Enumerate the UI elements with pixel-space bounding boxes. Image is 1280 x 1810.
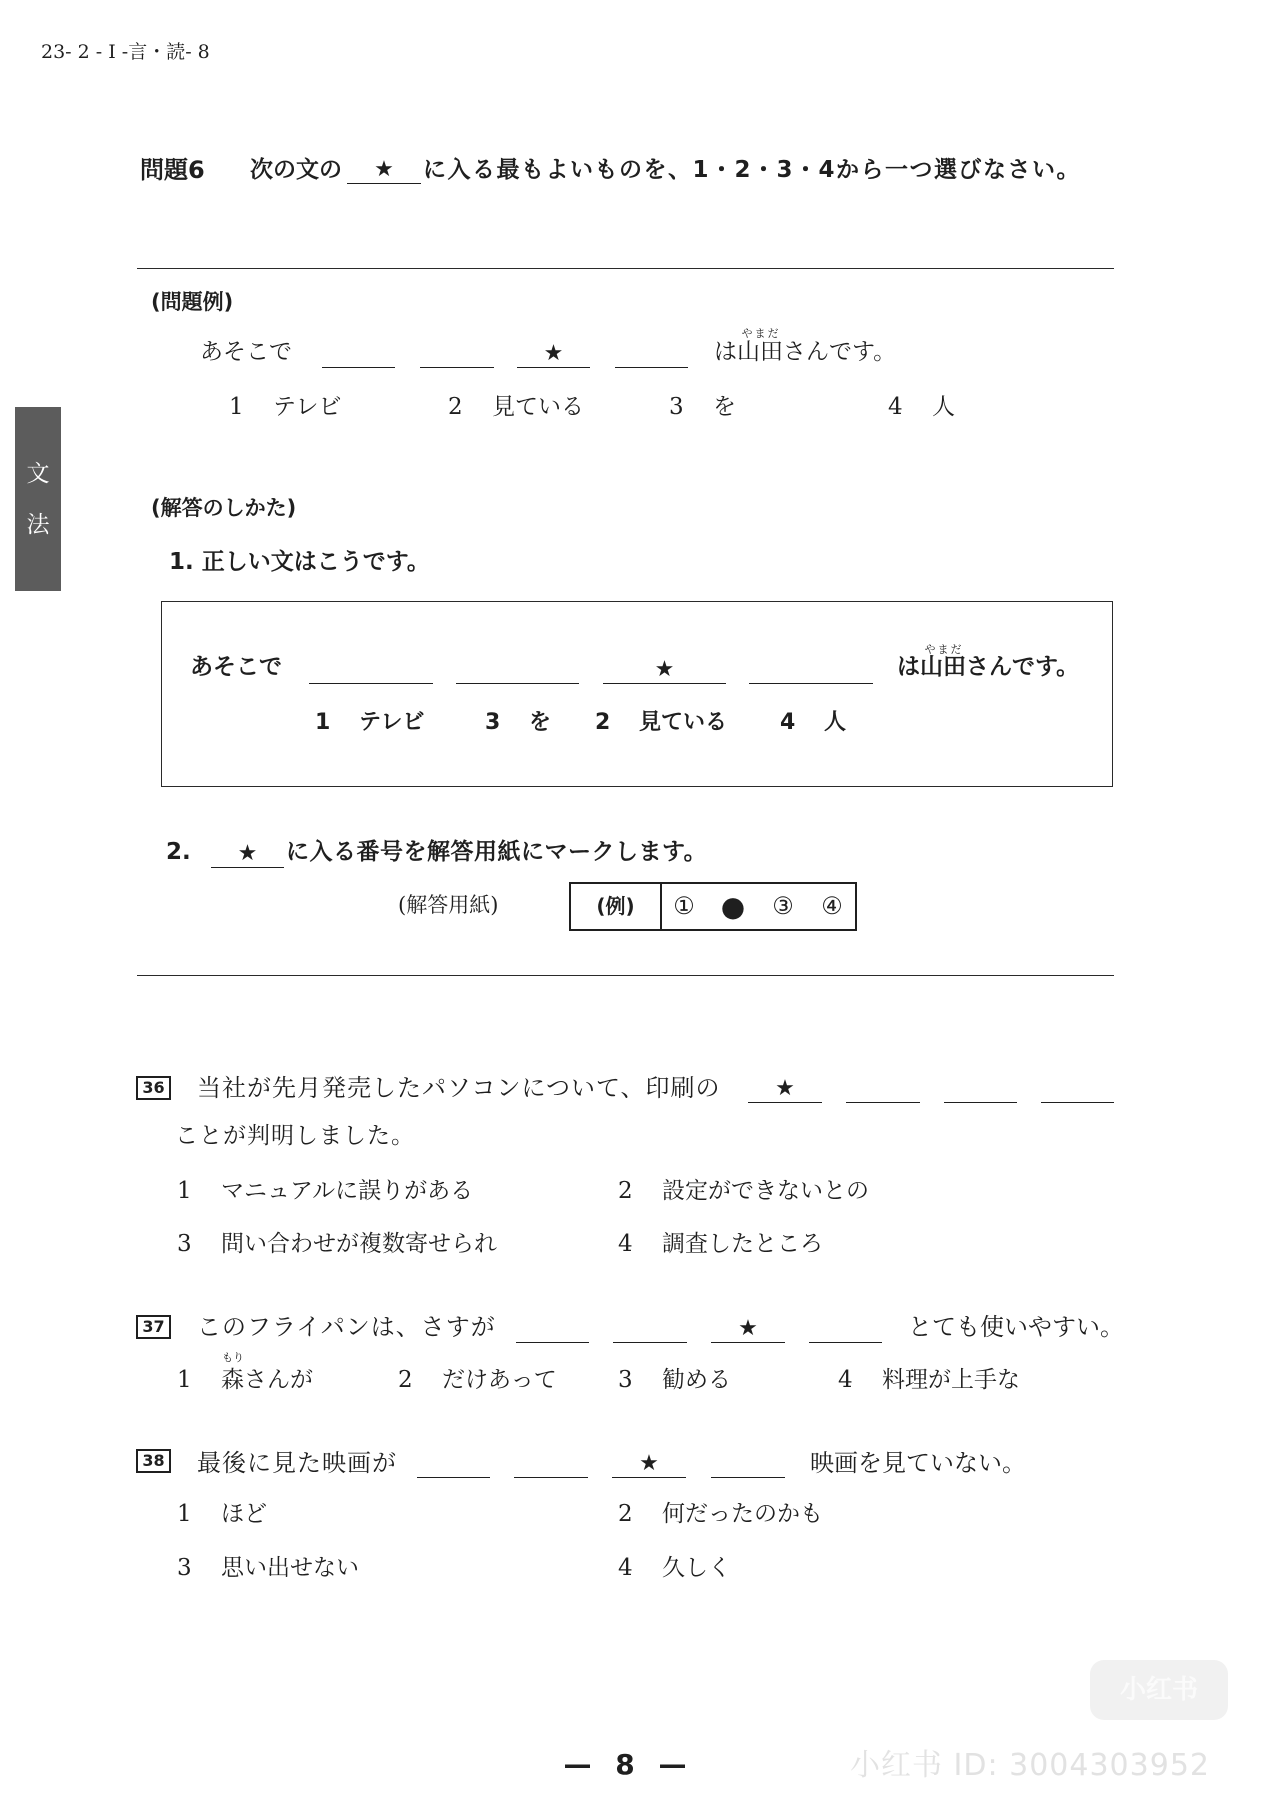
question-option — [177, 1501, 267, 1529]
option-text-rest: さんが — [244, 1367, 313, 1393]
answer-order-item — [780, 710, 846, 736]
option-text: 見ている — [492, 394, 584, 420]
watermark-text: 小红书 ID: 3004303952 — [850, 1748, 1210, 1783]
question-blank — [944, 1075, 1017, 1103]
option-furigana: もり — [222, 1351, 244, 1364]
question-option — [177, 1178, 473, 1206]
page-dash-left: — — [563, 1748, 592, 1781]
answer-end-post: さんです。 — [966, 654, 1080, 680]
question-option — [177, 1555, 359, 1583]
question-option — [618, 1178, 869, 1206]
example-blank — [322, 340, 395, 368]
option-number: 4 — [618, 1231, 633, 1257]
option-text: ほど — [221, 1501, 267, 1527]
question-text-after: 映画を見ていない。 — [810, 1449, 1026, 1477]
answer-sheet-example-label: (例) — [596, 894, 635, 918]
option-text: だけあって — [442, 1367, 557, 1393]
option-number: 2 — [398, 1367, 413, 1393]
answer-order-item — [315, 710, 425, 736]
question-blank — [1041, 1075, 1114, 1103]
question-option — [618, 1367, 731, 1395]
option-text: 人 — [932, 394, 955, 420]
question-option — [618, 1231, 823, 1259]
option-text: 人 — [824, 710, 847, 735]
option-text: 見ている — [639, 710, 728, 735]
answer-mark-1: ① — [673, 892, 695, 920]
question-blank — [613, 1315, 687, 1343]
answer-end-base: 山田 — [920, 654, 966, 680]
question-option — [618, 1501, 823, 1529]
step2-star-blank: ★ — [211, 840, 284, 868]
answer-order-item — [595, 710, 727, 736]
question-text: 当社が先月発売したパソコンについて、印刷の — [197, 1074, 721, 1102]
how-to-heading: (解答のしかた) — [151, 496, 297, 520]
option-text-base: 森 — [221, 1367, 244, 1393]
example-blank — [615, 340, 688, 368]
question-number-box: 38 — [136, 1449, 171, 1473]
option-text: 思い出せない — [221, 1555, 359, 1581]
option-text: テレビ — [359, 710, 425, 735]
watermark-logo: 小红书 — [1090, 1660, 1228, 1720]
option-number: 1 — [177, 1501, 192, 1527]
answer-mark-3: ③ — [772, 892, 794, 920]
answer-box — [161, 601, 1113, 787]
option-number: 3 — [177, 1555, 192, 1581]
example-sentence-end — [714, 339, 896, 367]
example-end-post: さんです。 — [783, 339, 897, 365]
question-text: 最後に見た映画が — [197, 1449, 397, 1477]
option-text: を — [529, 710, 552, 735]
option-number: 1 — [229, 394, 244, 420]
how-to-step1: 1. 正しい文はこうです。 — [169, 549, 430, 575]
option-number: 3 — [669, 394, 684, 420]
option-number: 1 — [177, 1178, 192, 1204]
example-option — [229, 394, 342, 422]
answer-sheet-divider — [660, 884, 662, 929]
problem-star-blank: ★ — [347, 156, 421, 184]
divider-bottom — [137, 975, 1114, 976]
answer-sentence-end — [897, 654, 1079, 682]
question-star-blank: ★ — [711, 1315, 785, 1343]
answer-blank — [456, 656, 579, 684]
option-text: 料理が上手な — [882, 1367, 1020, 1393]
side-tab — [15, 407, 61, 591]
question-text: このフライパンは、さすが — [197, 1313, 496, 1341]
problem-prefix: 次の文の — [250, 157, 342, 183]
option-number: 2 — [618, 1501, 633, 1527]
answer-end-pre: は — [897, 654, 920, 680]
example-blank — [420, 340, 494, 368]
option-number: 2 — [618, 1178, 633, 1204]
question-option — [177, 1367, 313, 1395]
example-sentence-start: あそこで — [200, 339, 292, 365]
answer-mark-4: ④ — [821, 892, 843, 920]
header-code: 23- 2 - I -言・読- 8 — [41, 41, 210, 63]
question-text-after: とても使いやすい。 — [908, 1313, 1124, 1341]
example-option — [448, 394, 584, 422]
question-option — [398, 1367, 557, 1395]
how-to-step2-number: 2. — [166, 839, 191, 865]
option-number: 3 — [485, 710, 501, 735]
option-number: 4 — [838, 1367, 853, 1393]
problem-label: 問題6 — [140, 156, 205, 184]
option-number: 3 — [177, 1231, 192, 1257]
option-number: 4 — [780, 710, 796, 735]
option-text: マニュアルに誤りがある — [221, 1178, 474, 1204]
divider-top — [137, 268, 1114, 269]
problem-instruction: に入る最もよいものを、1・2・3・4から一つ選びなさい。 — [423, 157, 1082, 183]
option-text: 調査したところ — [662, 1231, 823, 1257]
option-text: テレビ — [273, 394, 342, 420]
option-number: 4 — [618, 1555, 633, 1581]
option-text: 何だったのかも — [662, 1501, 823, 1527]
question-blank — [809, 1315, 882, 1343]
option-text: 勧める — [662, 1367, 731, 1393]
answer-sheet-label: (解答用紙) — [398, 893, 499, 917]
question-continuation: ことが判明しました。 — [175, 1123, 415, 1149]
example-option — [888, 394, 955, 422]
example-star-blank: ★ — [517, 340, 590, 368]
question-blank — [516, 1315, 589, 1343]
option-number: 2 — [595, 710, 611, 735]
page-dash-right: — — [658, 1748, 687, 1781]
answer-order-item — [485, 710, 551, 736]
question-option — [177, 1231, 497, 1259]
example-end-pre: は — [714, 339, 737, 365]
answer-furigana: やまだ — [924, 643, 964, 656]
question-star-blank: ★ — [748, 1075, 822, 1103]
side-tab-char: 文 — [26, 461, 50, 487]
option-number: 4 — [888, 394, 903, 420]
how-to-step2-text: に入る番号を解答用紙にマークします。 — [286, 839, 708, 865]
option-text: 問い合わせが複数寄せられ — [221, 1231, 497, 1257]
question-blank — [846, 1075, 920, 1103]
page-number — [545, 1748, 705, 1782]
question-blank — [417, 1450, 490, 1478]
question-option — [838, 1367, 1020, 1395]
question-number-box: 37 — [136, 1315, 171, 1339]
page-number-value: 8 — [615, 1748, 635, 1781]
answer-sentence-start: あそこで — [190, 654, 282, 680]
question-blank — [711, 1450, 785, 1478]
option-text: を — [713, 394, 736, 420]
option-text: 久しく — [662, 1555, 731, 1581]
example-option — [669, 394, 736, 422]
answer-blank — [309, 656, 433, 684]
option-number: 1 — [177, 1367, 192, 1393]
answer-mark-filled: ● — [720, 890, 746, 923]
question-star-blank: ★ — [612, 1450, 686, 1478]
answer-blank — [749, 656, 873, 684]
example-heading: (問題例) — [151, 290, 234, 314]
side-tab-char: 法 — [26, 512, 50, 538]
question-blank — [514, 1450, 588, 1478]
option-text: 設定ができないとの — [662, 1178, 869, 1204]
question-number-box: 36 — [136, 1076, 171, 1100]
answer-sheet — [569, 882, 857, 931]
question-option — [618, 1555, 731, 1583]
option-number: 1 — [315, 710, 331, 735]
option-number: 3 — [618, 1367, 633, 1393]
example-furigana: やまだ — [741, 327, 781, 340]
example-end-base: 山田 — [737, 339, 783, 365]
option-number: 2 — [448, 394, 463, 420]
answer-star-blank: ★ — [603, 656, 726, 684]
